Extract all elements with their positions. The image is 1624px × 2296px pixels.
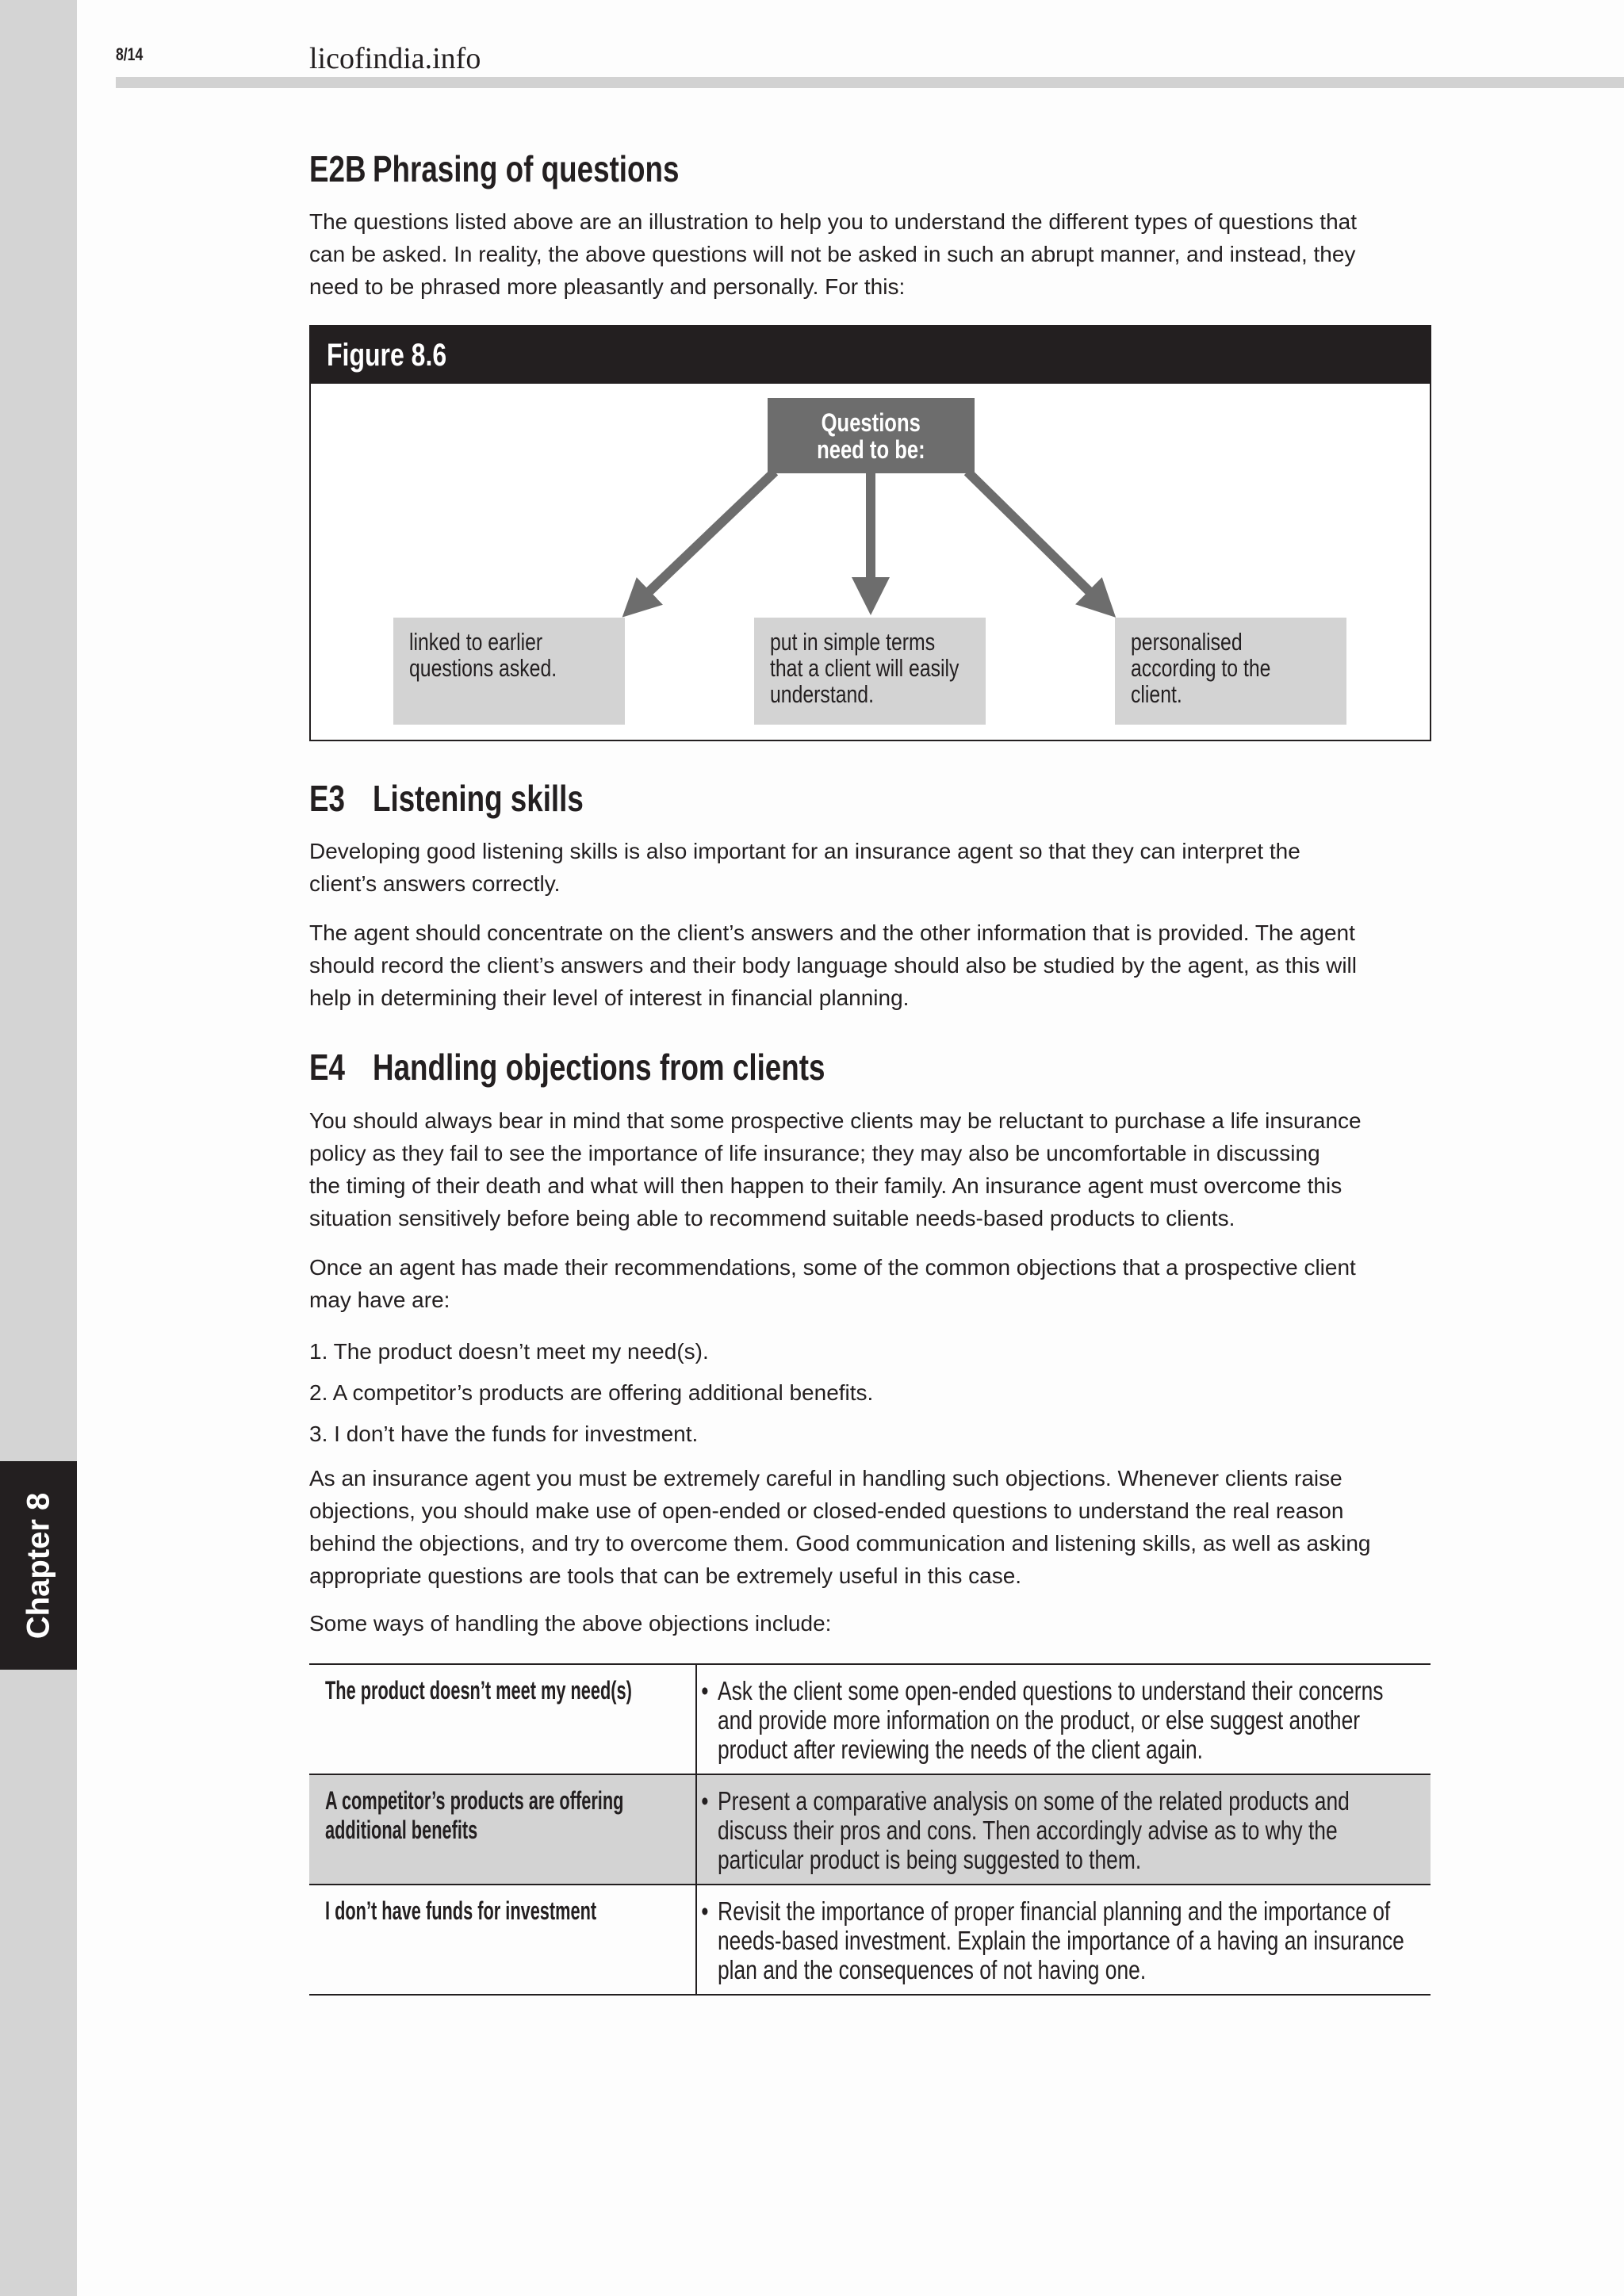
list-item: 1. The product doesn’t meet my need(s). — [309, 1339, 709, 1364]
figure-8-6 — [309, 325, 1431, 741]
arrow-left — [636, 472, 775, 604]
page-number: 8/14 — [116, 44, 144, 64]
table-bottom-rule — [309, 1994, 1431, 1996]
chapter-label: Chapter 8 — [21, 1492, 56, 1639]
objection-list — [309, 1331, 873, 1455]
paragraph-e2b: The questions listed above are an illustration to help you to understand the different types of questions that can be asked. In reality, the above questions will not be asked in such an abrupt manner, and instead, they need to be phrased more pleasantly and personally. For this: — [309, 209, 1358, 299]
table-row — [309, 1663, 1431, 1774]
list-item: 2. A competitor’s products are offering additional benefits. — [309, 1380, 874, 1405]
response-cell: • Present a comparative analysis on some of the related products and discuss their pros and cons. Then accordingly advise as to why the particular product is being suggested to them. — [701, 1786, 1350, 1874]
site-name: licofindia.info — [309, 42, 481, 75]
paragraph-e3-2: The agent should concentrate on the client’s answers and the other information that is provided. The agent should record the client’s answers and their body language should also be studied by the agent, as this will help in determining their level of interest in financial planning. — [309, 920, 1357, 1010]
paragraph-e4-1: You should always bear in mind that some prospective clients may be reluctant to purchase a life insurance policy as they fail to see the importance of life insurance; they may also be uncomfortable in discussing the timing of their death and what will then happen to their family. An insurance agent must overcome this situation sensitively before being able to recommend suitable needs-based products to clients. — [309, 1108, 1362, 1230]
list-item: 3. I don’t have the funds for investment. — [309, 1422, 699, 1446]
objection-cell: A competitor’s products are offering additional benefits — [325, 1786, 624, 1844]
outcome-box-personalised: personalised according to the client. — [1115, 618, 1346, 725]
outcome-box-simple: put in simple terms that a client will easily understand. — [754, 618, 986, 725]
section-heading-e4: E4 Handling objections from clients — [309, 1047, 825, 1088]
paragraph-e3-1: Developing good listening skills is also important for an insurance agent so that they can interpret the client’s answers correctly. — [309, 839, 1300, 896]
table-row — [309, 1774, 1431, 1884]
outcome-box-linked: linked to earlier questions asked. — [393, 618, 625, 725]
table-row — [309, 1884, 1431, 1994]
objections-table — [309, 1663, 1431, 1996]
objection-cell: The product doesn’t meet my need(s) — [325, 1676, 632, 1705]
chapter-tab — [0, 1461, 77, 1670]
center-box: Questions need to be: — [768, 398, 975, 473]
response-cell: • Revisit the importance of proper financial planning and the importance of needs-based investment. Explain the importance of a having an insurance plan and the consequences of not having one. — [701, 1896, 1404, 1984]
arrow-right — [967, 472, 1102, 604]
objection-cell: I don’t have funds for investment — [325, 1896, 597, 1925]
paragraph-e4-2: Once an agent has made their recommendations, some of the common objections that a prospective client may have are: — [309, 1255, 1356, 1312]
figure-title-bar: Figure 8.6 — [311, 327, 1430, 384]
left-margin-strip — [0, 0, 77, 2296]
section-heading-e2b: E2B Phrasing of questions — [309, 148, 680, 189]
header-rule — [116, 77, 1624, 88]
section-heading-e3: E3 Listening skills — [309, 778, 584, 819]
paragraph-e4-4: Some ways of handling the above objections include: — [309, 1611, 832, 1636]
paragraph-e4-3: As an insurance agent you must be extremely careful in handling such objections. Whenever clients raise objections, you should make use of open-ended or closed-ended questions to understand the real reason behind the objections, and try to overcome them. Good communication and listening skills, as well as asking appropriate questions are tools that can be extremely useful in this case. — [309, 1466, 1371, 1588]
response-cell: • Ask the client some open-ended questions to understand their concerns and provide more information on the product, or else suggest another product after reviewing the needs of the client again. — [701, 1676, 1384, 1764]
